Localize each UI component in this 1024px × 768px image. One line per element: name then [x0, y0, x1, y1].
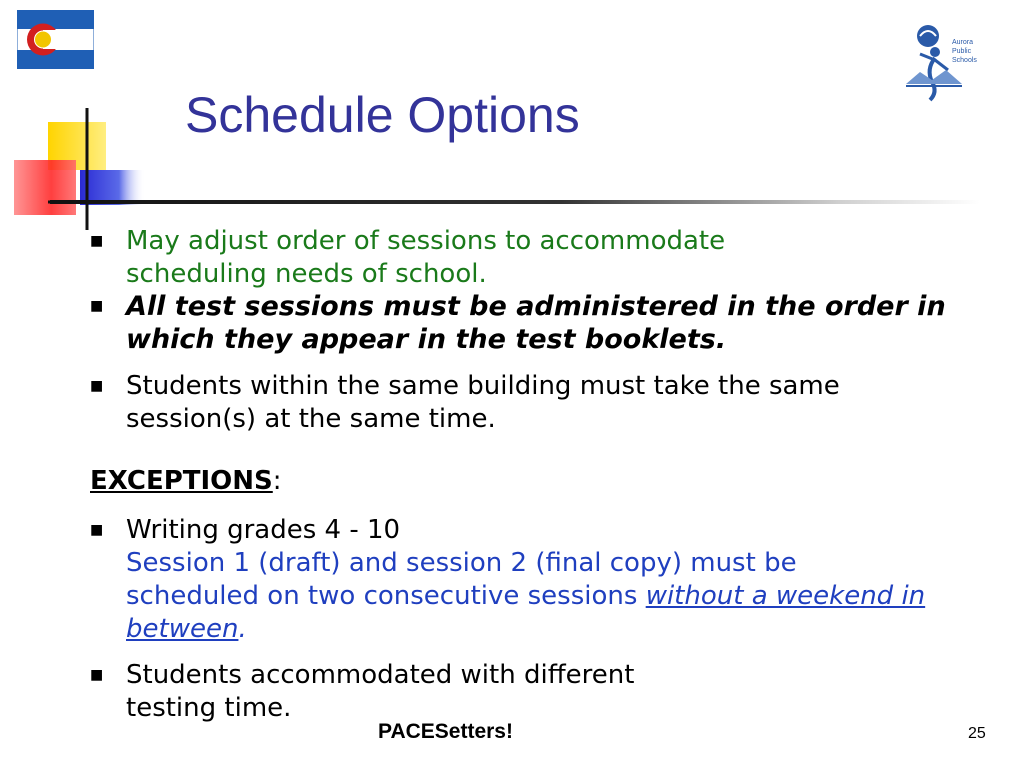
bullet-square-icon: ■ [90, 378, 104, 394]
exception-2-heading: Students accommodated with different testing time. [126, 660, 635, 723]
exceptions-heading [90, 466, 282, 496]
exception-1-detail-text: Session 1 (draft) and session 2 (final copy) must be scheduled on two consecutive sessions [126, 548, 797, 611]
bullet-square-icon: ■ [90, 667, 104, 683]
bullet-square-icon: ■ [90, 298, 104, 314]
exception-1-heading: Writing grades 4 - 10 [126, 515, 401, 545]
bullet-text-2: All test sessions must be administered in the order in which they appear in the test booklets. [126, 291, 946, 355]
colorado-flag-icon [17, 10, 94, 69]
slide-title: Schedule Options [185, 87, 580, 143]
logo-text-public: Public [952, 48, 972, 55]
decorative-squares [0, 100, 160, 230]
exception-1-detail-emphasis: without a weekend in between [126, 581, 926, 644]
logo-text-aurora: Aurora [952, 39, 974, 46]
footer-text: PACESetters! [378, 720, 513, 743]
bullet-square-icon: ■ [90, 233, 104, 249]
aurora-public-schools-logo [902, 14, 978, 104]
bullet-text-1: May adjust order of sessions to accommodate scheduling needs of school. [126, 226, 726, 289]
bullet-text-3: Students within the same building must take the same session(s) at the same time. [126, 371, 840, 434]
page-number: 25 [968, 725, 986, 742]
exception-1-detail-end: . [238, 614, 247, 644]
title-divider [50, 200, 980, 204]
exception-1-detail [126, 547, 926, 646]
bullet-square-icon: ■ [90, 522, 104, 538]
exception-item-1-text [126, 514, 926, 646]
exceptions-label: EXCEPTIONS [90, 466, 273, 496]
logo-text-schools: Schools [952, 57, 977, 64]
exceptions-colon: : [272, 466, 282, 496]
